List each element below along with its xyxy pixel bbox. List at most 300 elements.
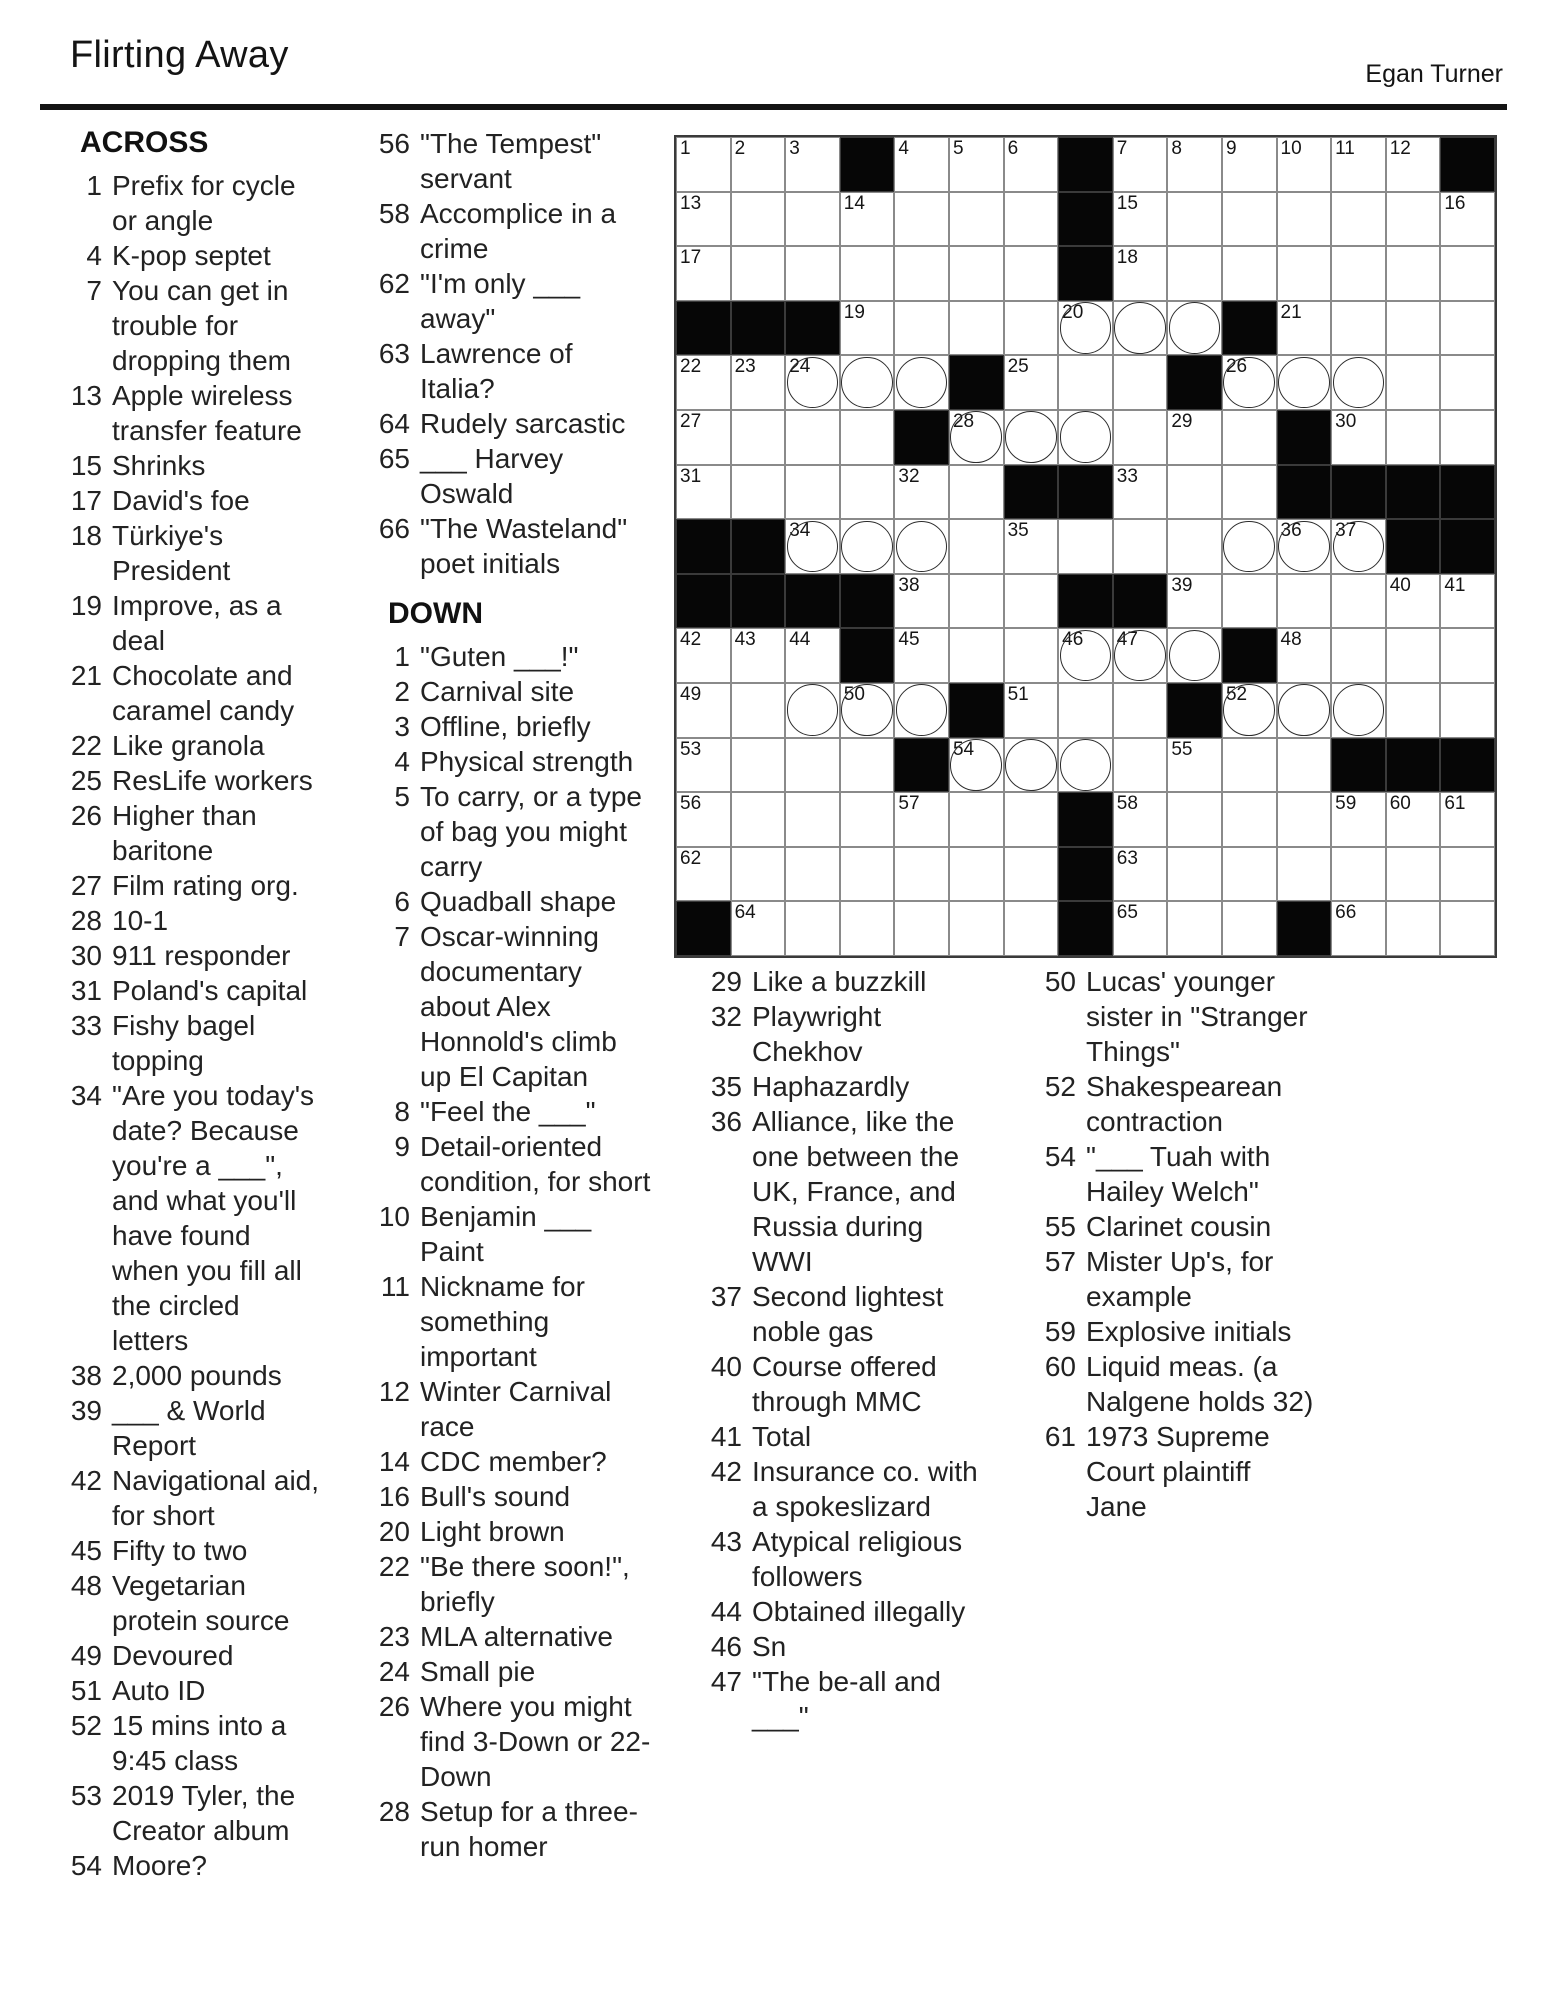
grid-cell[interactable] <box>676 355 731 410</box>
circle-marker <box>896 357 948 409</box>
clue-item <box>1030 1314 1340 1349</box>
grid-cell[interactable] <box>949 738 1004 793</box>
grid-cell[interactable] <box>949 574 1004 629</box>
clue-item <box>1030 1419 1340 1524</box>
grid-cell[interactable] <box>1386 628 1441 683</box>
cell-number: 40 <box>1389 574 1411 596</box>
grid-cell[interactable] <box>1277 519 1332 574</box>
grid-cell[interactable] <box>1331 901 1386 956</box>
cell-number: 11 <box>1335 138 1355 159</box>
grid-cell[interactable] <box>949 628 1004 683</box>
clue-text: Moore? <box>112 1850 207 1881</box>
grid-cell[interactable] <box>949 246 1004 301</box>
grid-cell[interactable] <box>1167 847 1222 902</box>
grid-cell[interactable] <box>1331 192 1386 247</box>
cell-number: 14 <box>843 192 865 214</box>
grid-cell[interactable] <box>894 301 949 356</box>
grid-cell[interactable] <box>785 355 840 410</box>
grid-cell[interactable] <box>785 792 840 847</box>
grid-cell[interactable] <box>1331 137 1386 192</box>
grid-cell[interactable] <box>949 192 1004 247</box>
grid-cell[interactable] <box>1440 901 1495 956</box>
cell-number: 4 <box>898 138 909 159</box>
grid-cell[interactable] <box>676 628 731 683</box>
grid-cell[interactable] <box>785 738 840 793</box>
grid-cell[interactable] <box>1058 355 1113 410</box>
grid-cell[interactable] <box>1331 246 1386 301</box>
cell-number: 45 <box>898 629 920 651</box>
grid-cell[interactable] <box>1277 192 1332 247</box>
cell-number: 42 <box>680 629 702 651</box>
cell-number: 29 <box>1171 410 1193 432</box>
grid-cell[interactable] <box>894 465 949 520</box>
black-square <box>1440 519 1495 574</box>
grid-cell[interactable] <box>785 519 840 574</box>
grid-cell[interactable] <box>1058 628 1113 683</box>
clue-number: 50 <box>1044 966 1076 997</box>
cell-number: 53 <box>680 738 702 760</box>
clue-item <box>696 1349 1006 1419</box>
clue-text: Shakespearean contraction <box>1086 1071 1283 1137</box>
grid-cell[interactable] <box>1113 792 1168 847</box>
page-title: Flirting Away <box>70 34 289 76</box>
clue-number: 4 <box>394 746 410 777</box>
grid-cell[interactable] <box>1386 192 1441 247</box>
grid-cell[interactable] <box>1113 519 1168 574</box>
grid-cell[interactable] <box>1440 301 1495 356</box>
grid-cell[interactable] <box>1386 246 1441 301</box>
grid-cell[interactable] <box>1440 574 1495 629</box>
clue-item <box>696 999 1006 1069</box>
grid-cell[interactable] <box>1004 137 1059 192</box>
grid-cell[interactable] <box>894 192 949 247</box>
grid-cell[interactable] <box>1058 301 1113 356</box>
grid-cell[interactable] <box>1004 410 1059 465</box>
cell-number: 37 <box>1335 520 1357 542</box>
grid-cell[interactable] <box>1222 465 1277 520</box>
grid-cell[interactable] <box>949 519 1004 574</box>
grid-cell[interactable] <box>1167 137 1222 192</box>
clue-number: 39 <box>70 1395 102 1426</box>
grid-cell[interactable] <box>1004 847 1059 902</box>
grid-cell[interactable] <box>1331 683 1386 738</box>
grid-cell[interactable] <box>1440 628 1495 683</box>
black-square <box>1058 465 1113 520</box>
grid-cell[interactable] <box>1277 246 1332 301</box>
black-square <box>1222 628 1277 683</box>
clue-text: Vegetarian protein source <box>112 1570 290 1636</box>
grid-cell[interactable] <box>1004 901 1059 956</box>
clue-item <box>56 168 356 238</box>
grid-cell[interactable] <box>1004 574 1059 629</box>
grid-cell[interactable] <box>1058 738 1113 793</box>
clue-number: 35 <box>710 1071 742 1102</box>
clue-number: 55 <box>1044 1211 1076 1242</box>
grid-cell[interactable] <box>731 738 786 793</box>
grid-cell[interactable] <box>1222 246 1277 301</box>
clue-item <box>364 126 664 196</box>
cell-number: 62 <box>680 847 702 869</box>
cell-number: 19 <box>843 301 865 323</box>
grid-cell[interactable] <box>1222 192 1277 247</box>
grid-cell[interactable] <box>1004 246 1059 301</box>
grid-cell[interactable] <box>676 410 731 465</box>
clue-item <box>56 378 356 448</box>
grid-cell[interactable] <box>840 246 895 301</box>
clue-text: Chocolate and caramel candy <box>112 660 295 726</box>
black-square <box>1113 574 1168 629</box>
clue-item <box>364 336 664 406</box>
grid-cell[interactable] <box>1004 683 1059 738</box>
grid-cell[interactable] <box>731 901 786 956</box>
clue-number: 53 <box>70 1780 102 1811</box>
cell-number: 15 <box>1116 192 1138 214</box>
black-square <box>1277 465 1332 520</box>
grid-cell[interactable] <box>1222 355 1277 410</box>
grid-cell[interactable] <box>894 792 949 847</box>
clue-item <box>56 798 356 868</box>
grid-cell[interactable] <box>1167 246 1222 301</box>
clue-text: "The be-all and ___" <box>752 1666 941 1732</box>
grid-cell[interactable] <box>1113 465 1168 520</box>
clue-number: 31 <box>70 975 102 1006</box>
grid-cell[interactable] <box>1004 738 1059 793</box>
cell-number: 51 <box>1007 683 1029 705</box>
grid-cell[interactable] <box>1386 574 1441 629</box>
grid-cell[interactable] <box>1277 683 1332 738</box>
grid-cell[interactable] <box>840 465 895 520</box>
clue-text: Course offered through MMC <box>752 1351 937 1417</box>
cell-number: 8 <box>1171 138 1182 159</box>
grid-cell[interactable] <box>1113 628 1168 683</box>
grid-cell[interactable] <box>1113 847 1168 902</box>
black-square <box>1004 465 1059 520</box>
grid-cell[interactable] <box>676 738 731 793</box>
clue-item <box>56 1673 356 1708</box>
clue-text: You can get in trouble for dropping them <box>112 275 292 376</box>
grid-cell[interactable] <box>1113 192 1168 247</box>
grid-cell[interactable] <box>1440 192 1495 247</box>
clue-item <box>364 1794 664 1864</box>
grid-cell[interactable] <box>1004 519 1059 574</box>
clue-number: 13 <box>70 380 102 411</box>
grid-cell[interactable] <box>1167 301 1222 356</box>
clue-number: 54 <box>1044 1141 1076 1172</box>
cell-number: 59 <box>1335 793 1357 815</box>
clue-text: 911 responder <box>112 940 291 971</box>
grid-cell[interactable] <box>1386 901 1441 956</box>
grid-cell[interactable] <box>894 847 949 902</box>
grid-cell[interactable] <box>1113 410 1168 465</box>
black-square <box>1058 192 1113 247</box>
grid-cell[interactable] <box>1058 519 1113 574</box>
grid-cell[interactable] <box>949 137 1004 192</box>
grid-cell[interactable] <box>676 683 731 738</box>
grid-cell[interactable] <box>840 192 895 247</box>
clue-number: 22 <box>70 730 102 761</box>
grid-cell[interactable] <box>1386 410 1441 465</box>
grid-cell[interactable] <box>1440 847 1495 902</box>
clue-item <box>364 406 664 441</box>
grid-cell[interactable] <box>1440 683 1495 738</box>
grid-cell[interactable] <box>1386 792 1441 847</box>
grid-cell[interactable] <box>785 410 840 465</box>
grid-cell[interactable] <box>731 847 786 902</box>
grid-cell[interactable] <box>1386 683 1441 738</box>
clue-item <box>364 441 664 511</box>
grid-cell[interactable] <box>1277 792 1332 847</box>
grid-cell[interactable] <box>731 246 786 301</box>
grid-cell[interactable] <box>1004 301 1059 356</box>
grid-cell[interactable] <box>1167 410 1222 465</box>
clue-text: Physical strength <box>420 746 634 777</box>
grid-cell[interactable] <box>840 410 895 465</box>
grid-cell[interactable] <box>1331 792 1386 847</box>
grid-cell[interactable] <box>1222 410 1277 465</box>
clue-number: 26 <box>378 1691 410 1722</box>
grid-cell[interactable] <box>785 137 840 192</box>
grid-cell[interactable] <box>1058 410 1113 465</box>
cell-number: 10 <box>1280 138 1302 159</box>
grid-cell[interactable] <box>1222 847 1277 902</box>
cell-number: 44 <box>789 629 811 651</box>
clue-text: CDC member? <box>420 1446 607 1477</box>
cell-number: 22 <box>680 356 702 378</box>
clue-text: Total <box>752 1421 812 1452</box>
grid-cell[interactable] <box>1331 574 1386 629</box>
cell-number: 6 <box>1007 138 1019 159</box>
clue-text: To carry, or a type of bag you might carry <box>420 781 643 882</box>
grid-cell[interactable] <box>731 792 786 847</box>
grid-cell[interactable] <box>1113 901 1168 956</box>
grid-cell[interactable] <box>1277 847 1332 902</box>
grid-cell[interactable] <box>731 192 786 247</box>
clue-number: 48 <box>70 1570 102 1601</box>
grid-cell[interactable] <box>1331 301 1386 356</box>
grid-cell[interactable] <box>1222 738 1277 793</box>
grid-cell[interactable] <box>676 847 731 902</box>
clue-number: 27 <box>70 870 102 901</box>
grid-cell[interactable] <box>1113 301 1168 356</box>
circle-marker <box>841 521 893 573</box>
grid-cell[interactable] <box>1167 901 1222 956</box>
grid-cell[interactable] <box>949 792 1004 847</box>
grid-cell[interactable] <box>1167 738 1222 793</box>
grid-cell[interactable] <box>1386 355 1441 410</box>
black-square <box>1167 683 1222 738</box>
grid-cell[interactable] <box>840 355 895 410</box>
grid-cell[interactable] <box>1167 192 1222 247</box>
clue-text: Auto ID <box>112 1675 206 1706</box>
grid-cell[interactable] <box>1004 355 1059 410</box>
grid-cell[interactable] <box>1167 465 1222 520</box>
clue-number: 58 <box>378 198 410 229</box>
grid-cell[interactable] <box>785 683 840 738</box>
grid-cell[interactable] <box>785 628 840 683</box>
grid-cell[interactable] <box>949 847 1004 902</box>
grid-cell[interactable] <box>1113 683 1168 738</box>
black-square <box>1058 847 1113 902</box>
clue-number: 30 <box>70 940 102 971</box>
grid-cell[interactable] <box>1386 847 1441 902</box>
circle-marker <box>1278 684 1330 736</box>
grid-cell[interactable] <box>1222 574 1277 629</box>
cell-number: 43 <box>734 629 756 651</box>
clue-text: Fishy bagel topping <box>112 1010 256 1076</box>
circle-marker <box>787 684 839 736</box>
clue-item <box>696 1664 1006 1734</box>
grid-cell[interactable] <box>785 192 840 247</box>
cell-number: 36 <box>1280 520 1302 542</box>
grid-cell[interactable] <box>1440 355 1495 410</box>
grid-cell[interactable] <box>1440 410 1495 465</box>
grid-cell[interactable] <box>1222 792 1277 847</box>
clue-text: Like granola <box>112 730 265 761</box>
clue-number: 4 <box>86 240 102 271</box>
clue-item <box>696 1594 1006 1629</box>
grid-cell[interactable] <box>949 301 1004 356</box>
clue-text: David's foe <box>112 485 250 516</box>
grid-cell[interactable] <box>1222 137 1277 192</box>
grid-cell[interactable] <box>894 137 949 192</box>
circle-marker <box>1278 357 1330 409</box>
grid-cell[interactable] <box>785 847 840 902</box>
grid-cell[interactable] <box>1004 192 1059 247</box>
clue-item <box>364 639 664 674</box>
grid-cell[interactable] <box>1277 628 1332 683</box>
grid-cell[interactable] <box>1222 901 1277 956</box>
clue-number: 52 <box>1044 1071 1076 1102</box>
clue-text: Explosive initials <box>1086 1316 1292 1347</box>
across-clues-column <box>56 126 356 1883</box>
grid-cell[interactable] <box>731 683 786 738</box>
grid-cell[interactable] <box>840 683 895 738</box>
grid-cell[interactable] <box>949 410 1004 465</box>
grid-cell[interactable] <box>840 519 895 574</box>
grid-cell[interactable] <box>1004 628 1059 683</box>
clue-number: 17 <box>70 485 102 516</box>
grid-cell[interactable] <box>1167 519 1222 574</box>
clue-number: 43 <box>710 1526 742 1557</box>
clue-number: 64 <box>378 408 410 439</box>
grid-cell[interactable] <box>676 465 731 520</box>
grid-cell[interactable] <box>1331 410 1386 465</box>
clue-text: Alliance, like the one between the UK, France, and Russia during WWI <box>752 1106 960 1277</box>
clue-number: 6 <box>394 886 410 917</box>
grid-cell[interactable] <box>894 901 949 956</box>
grid-cell[interactable] <box>1277 301 1332 356</box>
grid-cell[interactable] <box>1167 628 1222 683</box>
grid-cell[interactable] <box>949 465 1004 520</box>
grid-cell[interactable] <box>949 901 1004 956</box>
grid-cell[interactable] <box>1277 355 1332 410</box>
grid-cell[interactable] <box>840 847 895 902</box>
grid-cell[interactable] <box>1277 738 1332 793</box>
grid-cell[interactable] <box>894 246 949 301</box>
grid-cell[interactable] <box>1004 792 1059 847</box>
clue-number: 3 <box>394 711 410 742</box>
black-square <box>1222 301 1277 356</box>
grid-cell[interactable] <box>1386 137 1441 192</box>
grid-cell[interactable] <box>1113 738 1168 793</box>
grid-cell[interactable] <box>1113 246 1168 301</box>
clue-number: 62 <box>378 268 410 299</box>
grid-cell[interactable] <box>731 355 786 410</box>
grid-cell[interactable] <box>785 901 840 956</box>
clue-number: 61 <box>1044 1421 1076 1452</box>
grid-cell[interactable] <box>1331 519 1386 574</box>
clue-item <box>364 884 664 919</box>
cell-number: 41 <box>1444 574 1466 596</box>
grid-cell[interactable] <box>1058 683 1113 738</box>
grid-cell[interactable] <box>676 192 731 247</box>
grid-cell[interactable] <box>731 465 786 520</box>
grid-cell[interactable] <box>731 628 786 683</box>
grid-cell[interactable] <box>1331 355 1386 410</box>
grid-cell[interactable] <box>840 792 895 847</box>
grid-cell[interactable] <box>676 137 731 192</box>
grid-cell[interactable] <box>785 246 840 301</box>
black-square <box>676 574 731 629</box>
clue-text: "Feel the ___" <box>420 1096 596 1127</box>
clue-item <box>1030 1349 1340 1419</box>
grid-cell[interactable] <box>1440 246 1495 301</box>
grid-cell[interactable] <box>840 301 895 356</box>
grid-cell[interactable] <box>676 246 731 301</box>
grid-cell[interactable] <box>785 465 840 520</box>
grid-cell[interactable] <box>1167 574 1222 629</box>
grid-cell[interactable] <box>894 683 949 738</box>
grid-cell[interactable] <box>1386 301 1441 356</box>
grid-cell[interactable] <box>731 137 786 192</box>
grid-cell[interactable] <box>840 738 895 793</box>
grid-cell[interactable] <box>1222 683 1277 738</box>
grid-cell[interactable] <box>1113 137 1168 192</box>
grid-cell[interactable] <box>1113 355 1168 410</box>
cell-number: 2 <box>734 138 746 159</box>
clue-number: 34 <box>70 1080 102 1111</box>
clue-number: 26 <box>70 800 102 831</box>
clue-number: 1 <box>394 641 410 672</box>
grid-cell[interactable] <box>894 355 949 410</box>
grid-cell[interactable] <box>731 410 786 465</box>
clue-number: 11 <box>380 1271 410 1302</box>
grid-cell[interactable] <box>1331 847 1386 902</box>
grid-cell[interactable] <box>1222 519 1277 574</box>
grid-cell[interactable] <box>894 574 949 629</box>
clue-number: 5 <box>394 781 410 812</box>
clue-text: Fifty to two <box>112 1535 248 1566</box>
grid-cell[interactable] <box>1331 628 1386 683</box>
clue-text: Nickname for something important <box>420 1271 585 1372</box>
clue-item <box>56 1708 356 1778</box>
circle-marker <box>896 684 948 736</box>
clue-number: 36 <box>710 1106 742 1137</box>
grid-cell[interactable] <box>894 628 949 683</box>
grid-cell[interactable] <box>894 519 949 574</box>
clue-item <box>364 1444 664 1479</box>
grid-cell[interactable] <box>1277 137 1332 192</box>
grid-cell[interactable] <box>1167 792 1222 847</box>
grid-cell[interactable] <box>840 901 895 956</box>
clue-number: 60 <box>1044 1351 1076 1382</box>
grid-cell[interactable] <box>1277 574 1332 629</box>
black-square <box>949 355 1004 410</box>
cell-number: 66 <box>1335 902 1357 924</box>
grid-cell[interactable] <box>1440 792 1495 847</box>
clue-item <box>56 1533 356 1568</box>
grid-cell[interactable] <box>676 792 731 847</box>
